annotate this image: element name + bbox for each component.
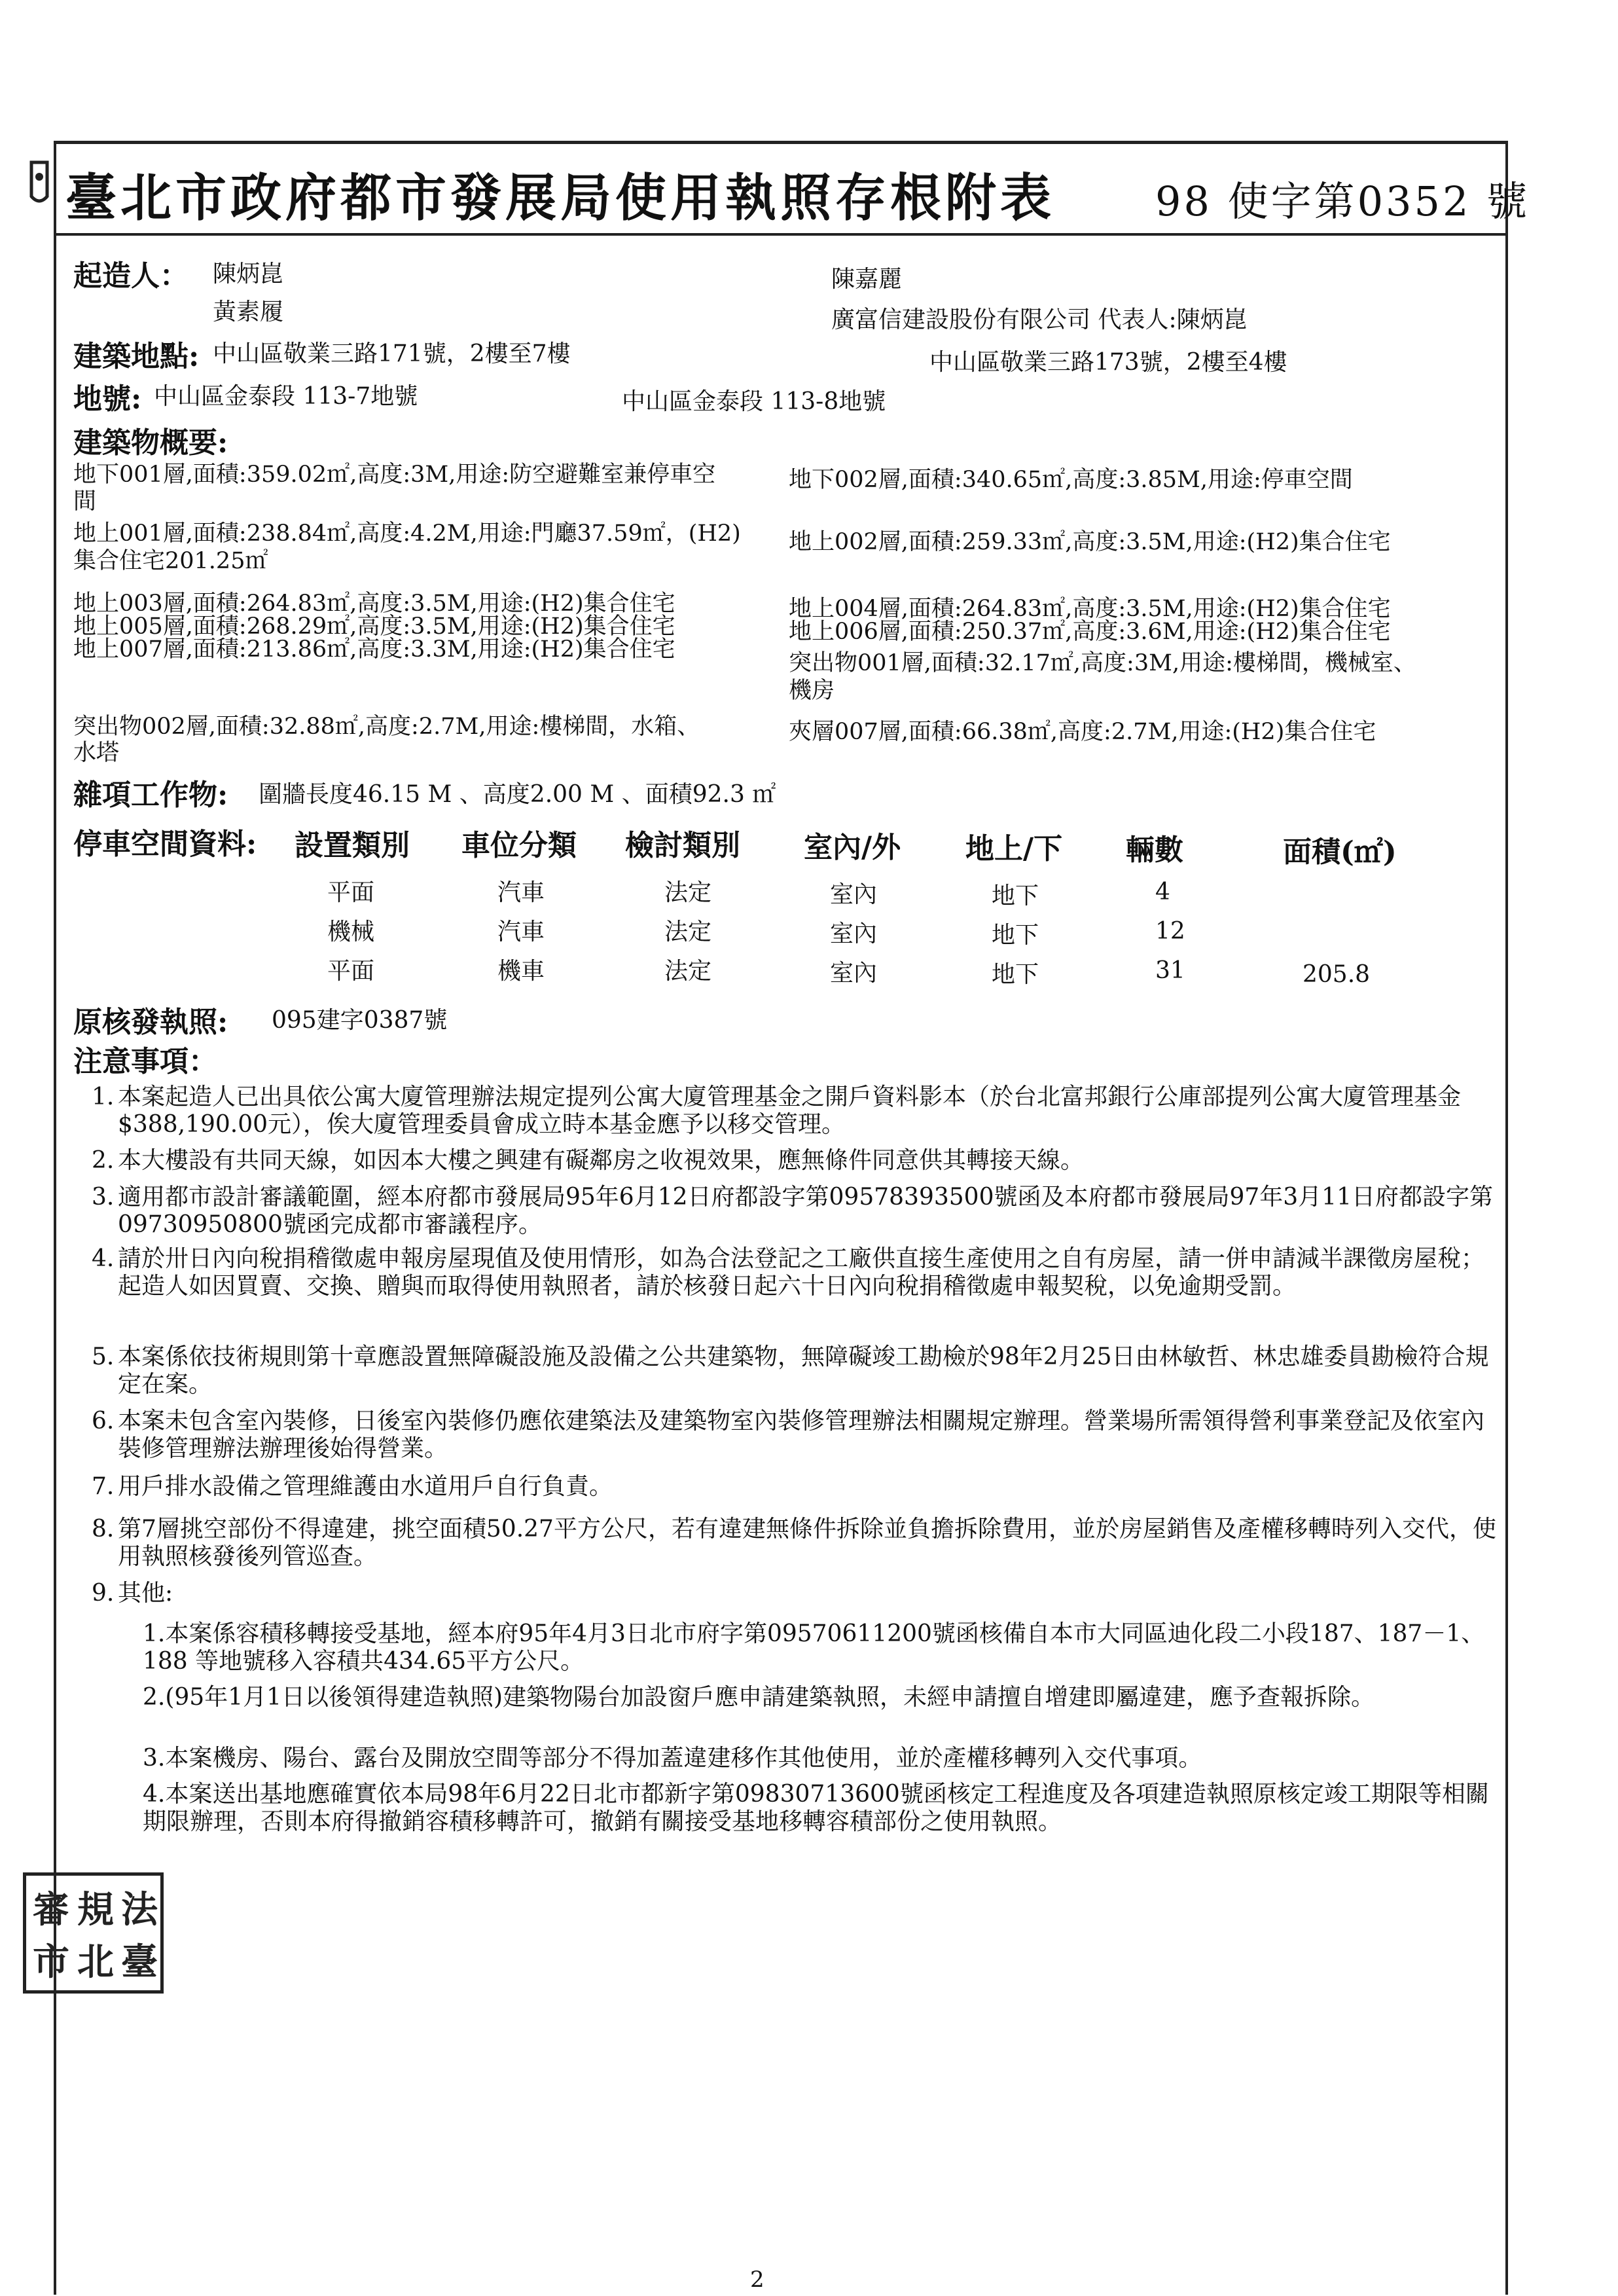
parking-header: 地上/下 xyxy=(965,832,1063,866)
parking-header: 室內/外 xyxy=(804,831,901,864)
floor-entry: 地上006層,面積:250.37㎡,高度:3.6M,用途:(H2)集合住宅 xyxy=(789,619,1391,645)
floor-entry: 地上001層,面積:238.84㎡,高度:4.2M,用途:門廳37.59㎡，(H2) xyxy=(73,520,741,547)
note-number: 4. xyxy=(92,1245,115,1272)
note-item: 本案起造人已出具依公寓大廈管理辦法規定提列公寓大廈管理基金之開戶資料影本（於台北富邦銀行公庫部提列公寓大廈管理基金$388,190.00元），俟大廈管理委員會成立時本基金應予以移交管理。 xyxy=(118,1084,1462,1138)
notes-label: 注意事項： xyxy=(73,1045,217,1078)
lot-number: 中山區金泰段 113-8地號 xyxy=(622,388,886,415)
building-label: 建築物概要: xyxy=(73,426,228,460)
note-item: 本案未包含室內裝修，日後室內裝修仍應依建築法及建築物室內裝修管理辦法相關規定辦理。營業場所需領得營利事業登記及依室內裝修管理辦法辦理後始得營業。 xyxy=(118,1408,1485,1462)
lot-label: 地號: xyxy=(73,382,142,416)
note-item: 請於卅日內向稅捐稽徵處申報房屋現值及使用情形，如為合法登記之工廠供直接生產使用之自有房屋，請一併申請減半課徵房屋稅；起造人如因買賣、交換、贈與而取得使用執照者，請於核發日起六十日內向稅捐稽徵處申報契稅，以免逾期受罰。 xyxy=(118,1245,1485,1300)
permit-number: 98 使字第0352 號 xyxy=(1155,177,1530,225)
note-number: 3. xyxy=(92,1184,115,1211)
misc-label: 雜項工作物: xyxy=(73,778,228,812)
note-item: 本案係依技術規則第十章應設置無障礙設施及設備之公共建築物，無障礙竣工勘檢於98年2月25日由林敏哲、林忠雄委員勘檢符合規定在案。 xyxy=(118,1343,1489,1398)
floor-entry: 機房 xyxy=(789,678,835,704)
site-address: 中山區敬業三路171號，2樓至7樓 xyxy=(213,340,571,367)
seal-char: 規 xyxy=(77,1888,114,1931)
note-number: 6. xyxy=(92,1408,115,1434)
sub-note-item: 1.本案係容積移轉接受基地，經本府95年4月3日北市府字第09570611200號函核備自本市大同區迪化段二小段187、187－1、188 等地號移入容積共434.65平方公尺。 xyxy=(143,1620,1485,1675)
floor-entry: 地下002層,面積:340.65㎡,高度:3.85M,用途:停車空間 xyxy=(789,467,1353,493)
floor-entry: 地上003層,面積:264.83㎡,高度:3.5M,用途:(H2)集合住宅 xyxy=(73,591,675,617)
note-item: 其他: xyxy=(118,1580,173,1607)
parking-header: 輛數 xyxy=(1126,833,1183,867)
sub-note-item: 2.(95年1月1日以後領得建造執照)建築物陽台加設窗戶應申請建築執照，未經申請擅自增建即屬違建，應予查報拆除。 xyxy=(143,1684,1375,1711)
parking-cell: 12 xyxy=(1155,918,1185,945)
floor-entry: 集合住宅201.25㎡ xyxy=(73,548,268,574)
floor-entry: 地上007層,面積:213.86㎡,高度:3.3M,用途:(H2)集合住宅 xyxy=(73,636,675,663)
note-item: 本大樓設有共同天線，如因本大樓之興建有礙鄰房之收視效果，應無條件同意供其轉接天線。 xyxy=(118,1147,1085,1174)
parking-header: 車位分類 xyxy=(461,829,577,862)
seal-char: 臺 xyxy=(121,1941,158,1984)
parking-cell: 4 xyxy=(1155,879,1170,905)
parking-cell: 室內 xyxy=(830,881,878,908)
parking-cell: 汽車 xyxy=(497,879,545,906)
lot-number: 中山區金泰段 113-7地號 xyxy=(154,383,418,410)
applicant-label: 起造人： xyxy=(73,259,189,293)
page-title: 臺北市政府都市發展局使用執照存根附表 xyxy=(65,168,1056,228)
parking-cell: 汽車 xyxy=(497,919,545,945)
floor-entry: 夾層007層,面積:66.38㎡,高度:2.7M,用途:(H2)集合住宅 xyxy=(789,719,1376,745)
applicant-name: 陳嘉麗 xyxy=(831,266,903,293)
parking-cell: 室內 xyxy=(830,920,878,947)
note-number: 1. xyxy=(92,1084,115,1110)
parking-header: 面積(㎡) xyxy=(1283,835,1397,869)
floor-entry: 地上002層,面積:259.33㎡,高度:3.5M,用途:(H2)集合住宅 xyxy=(789,529,1391,555)
note-number: 2. xyxy=(92,1147,115,1174)
parking-cell: 法定 xyxy=(664,919,712,945)
parking-header: 設置類別 xyxy=(295,829,410,862)
parking-cell: 機車 xyxy=(497,958,545,985)
parking-cell: 地下 xyxy=(992,922,1039,949)
parking-cell: 平面 xyxy=(327,879,375,906)
original-permit-label: 原核發執照: xyxy=(73,1006,228,1039)
header-divider xyxy=(56,233,1505,236)
note-number: 9. xyxy=(92,1580,115,1607)
site-label: 建築地點: xyxy=(73,340,200,373)
floor-entry: 間 xyxy=(73,488,97,515)
sub-note-item: 4.本案送出基地應確實依本局98年6月22日北市都新字第09830713600號函核定工程進度及各項建造執照原核定竣工期限等相關期限辦理，否則本府得撤銷容積移轉許可，撤銷有關接受基地移轉容積部份之使用執照。 xyxy=(143,1781,1489,1835)
official-seal xyxy=(23,1872,164,1994)
floor-entry: 地上005層,面積:268.29㎡,高度:3.5M,用途:(H2)集合住宅 xyxy=(73,613,675,640)
applicant-name: 廣富信建設股份有限公司 代表人:陳炳崑 xyxy=(831,306,1248,333)
floor-entry: 突出物001層,面積:32.17㎡,高度:3M,用途:樓梯間，機械室、 xyxy=(789,650,1416,676)
note-item: 第7層挑空部份不得違建，挑空面積50.27平方公尺，若有違建無條件拆除並負擔拆除費用，並於房屋銷售及產權移轉時列入交代，使用執照核發後列管巡查。 xyxy=(118,1516,1496,1570)
sub-note-item: 3.本案機房、陽台、露台及開放空間等部分不得加蓋違建移作其他使用，並於產權移轉列入交代事項。 xyxy=(143,1745,1202,1772)
misc-value: 圍牆長度46.15 M 、高度2.00 M 、面積92.3 ㎡ xyxy=(259,781,776,808)
parking-cell: 法定 xyxy=(664,879,712,906)
note-item: 用戶排水設備之管理維護由水道用戶自行負責。 xyxy=(118,1473,613,1500)
applicant-name: 黃素履 xyxy=(213,299,284,325)
parking-cell: 室內 xyxy=(830,960,878,987)
binder-clip-icon xyxy=(25,157,54,210)
note-number: 5. xyxy=(92,1343,115,1370)
parking-cell: 法定 xyxy=(664,958,712,985)
floor-entry: 地上004層,面積:264.83㎡,高度:3.5M,用途:(H2)集合住宅 xyxy=(789,596,1391,622)
original-permit-value: 095建字0387號 xyxy=(272,1007,448,1034)
parking-cell: 地下 xyxy=(992,961,1039,988)
floor-entry: 突出物002層,面積:32.88㎡,高度:2.7M,用途:樓梯間，水箱、 xyxy=(73,714,700,740)
parking-cell: 地下 xyxy=(992,883,1039,909)
parking-cell: 平面 xyxy=(327,958,375,985)
applicant-name: 陳炳崑 xyxy=(213,261,284,287)
parking-label: 停車空間資料: xyxy=(73,828,257,861)
floor-entry: 水塔 xyxy=(73,740,120,766)
note-item: 適用都市設計審議範圍，經本府都市發展局95年6月12日府都設字第09578393500號函及本府都市發展局97年3月11日府都設字第09730950800號函完成都市審議程序。 xyxy=(118,1184,1493,1238)
note-number: 7. xyxy=(92,1473,115,1500)
note-number: 8. xyxy=(92,1516,115,1542)
seal-char: 法 xyxy=(121,1888,158,1931)
parking-cell: 機械 xyxy=(327,919,375,945)
site-address: 中山區敬業三路173號，2樓至4樓 xyxy=(929,349,1287,376)
seal-char: 審 xyxy=(33,1888,69,1931)
seal-char: 市 xyxy=(33,1941,69,1984)
seal-char: 北 xyxy=(77,1941,114,1984)
parking-header: 檢討類別 xyxy=(625,829,740,862)
parking-cell: 31 xyxy=(1155,957,1185,984)
parking-cell: 205.8 xyxy=(1303,961,1371,988)
floor-entry: 地下001層,面積:359.02㎡,高度:3M,用途:防空避難室兼停車空 xyxy=(73,462,716,488)
page-number: 2 xyxy=(750,2267,764,2293)
